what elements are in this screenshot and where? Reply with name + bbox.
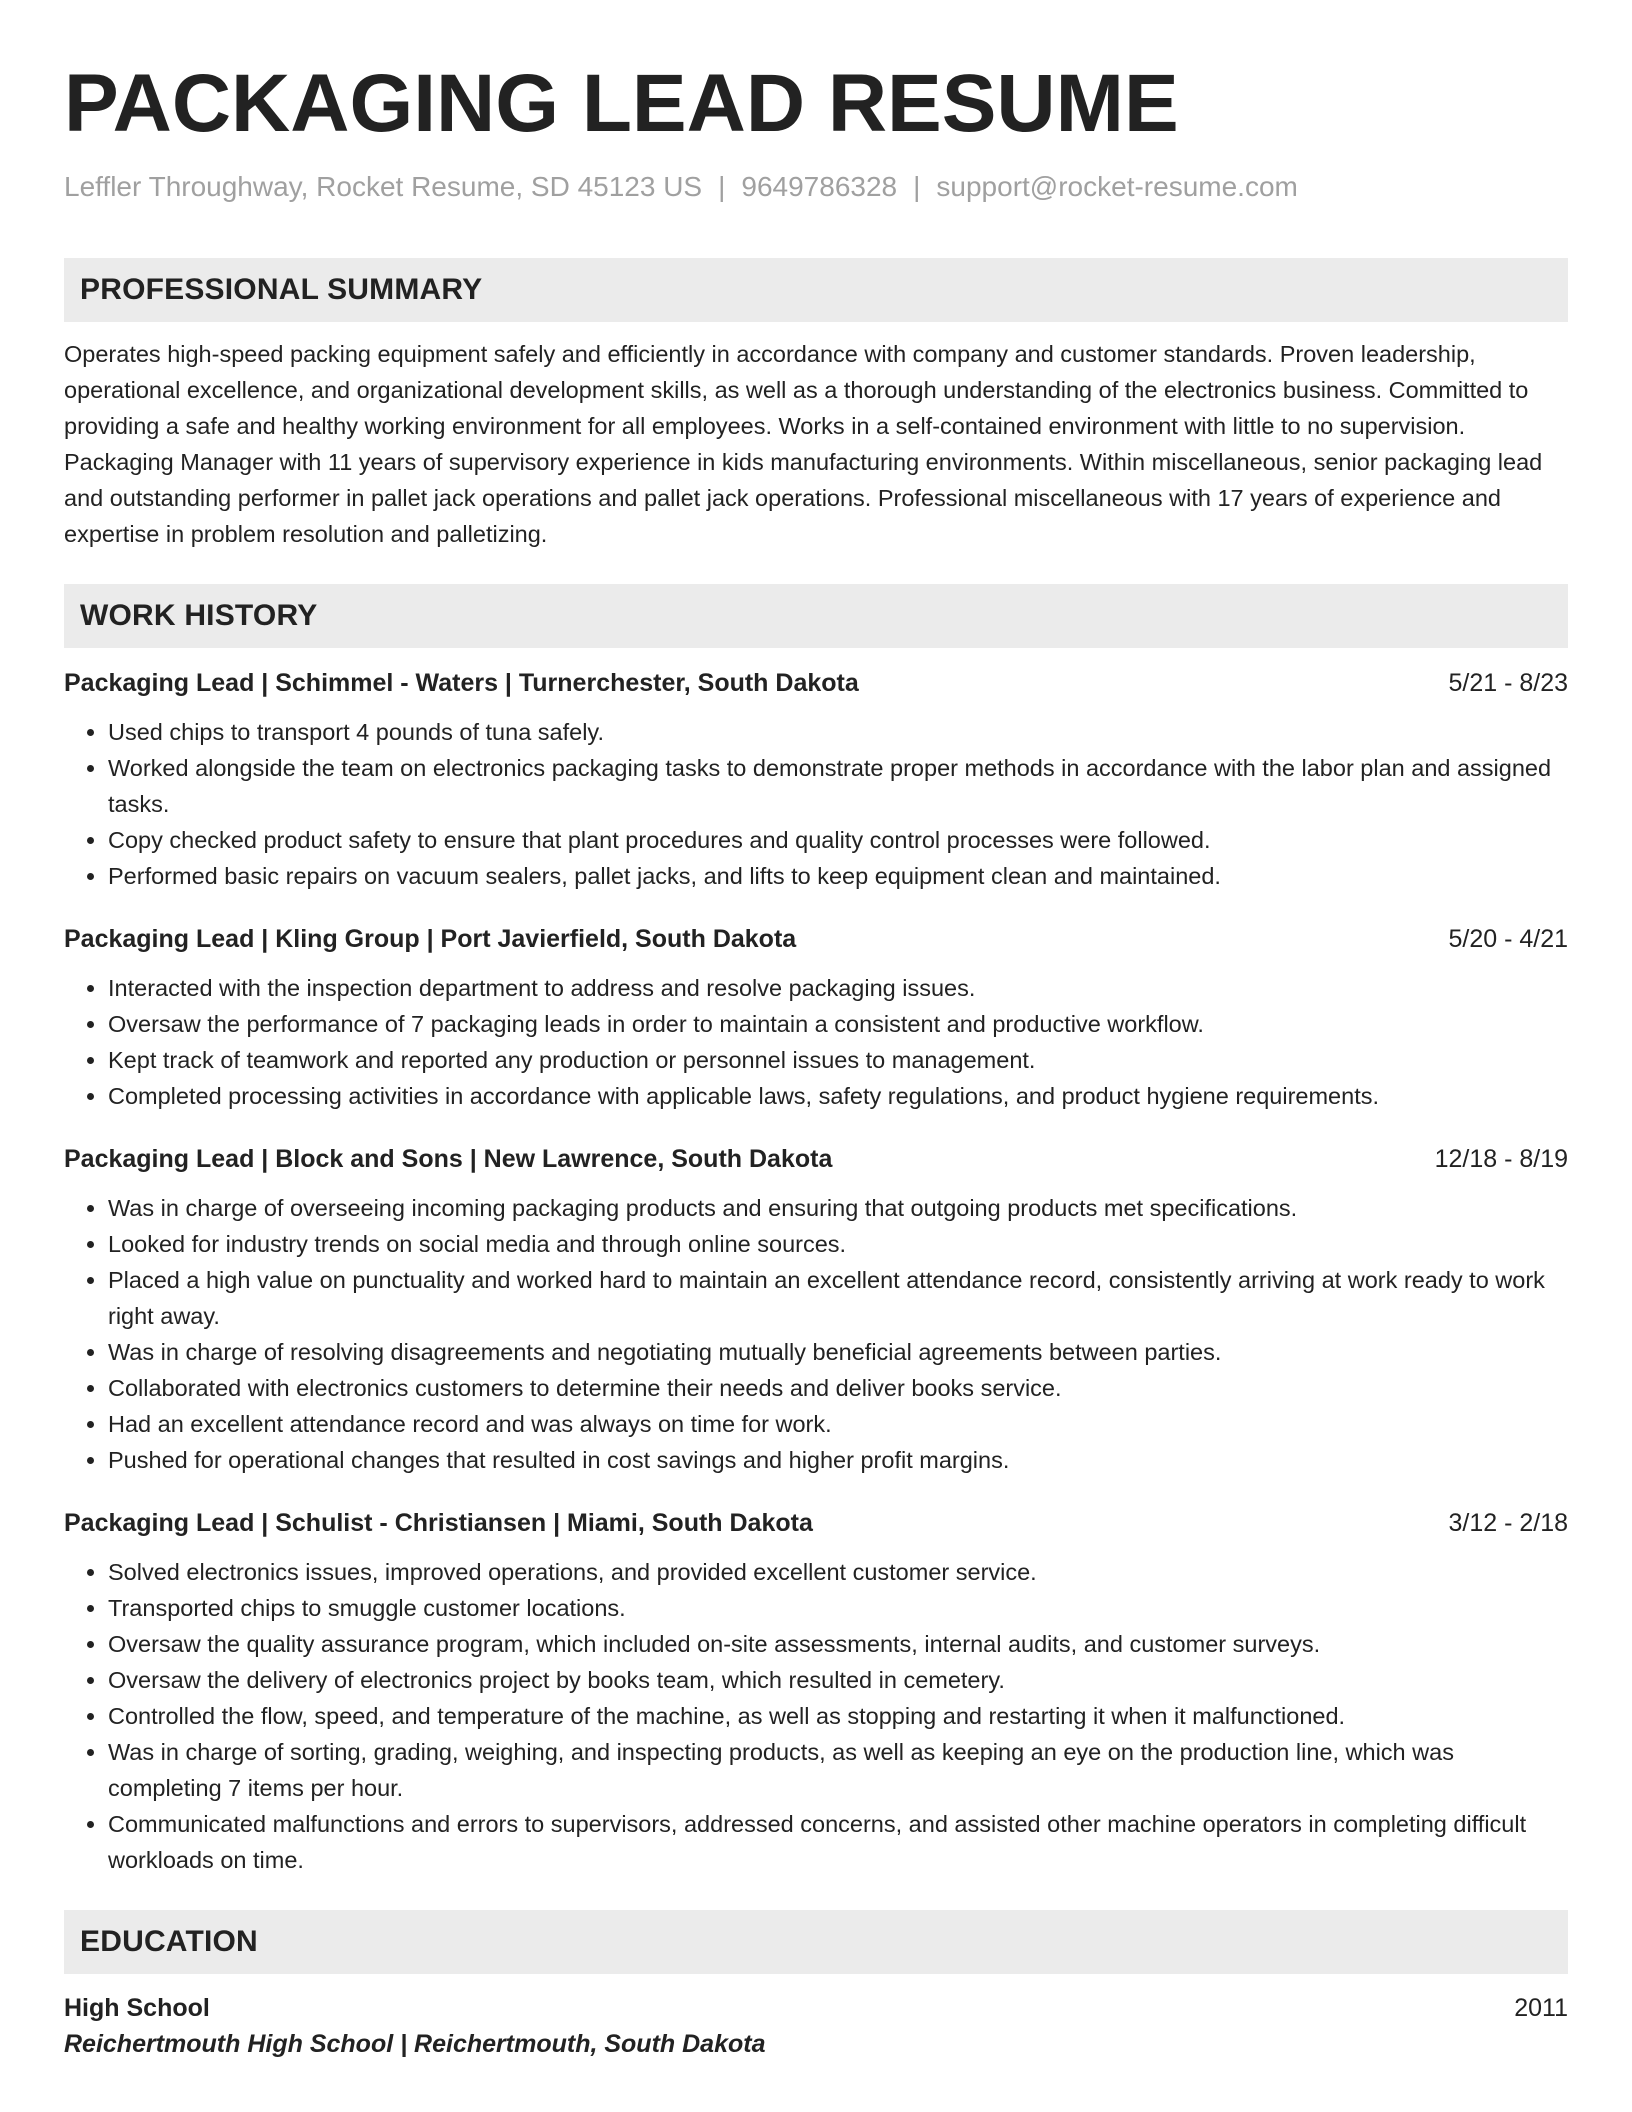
education-degree: High School: [64, 1994, 210, 2022]
job-bullet-list: [64, 1190, 1568, 1478]
job-bullet: • Collaborated with electronics customers to determine their needs and deliver books service.: [108, 1370, 1568, 1406]
job-bullet: • Oversaw the delivery of electronics project by books team, which resulted in cemetery.: [108, 1662, 1568, 1698]
resume-title: PACKAGING LEAD RESUME: [64, 58, 1179, 149]
job-bullet: • Worked alongside the team on electronics packaging tasks to demonstrate proper methods in accordance with the labor plan and assigned tasks.: [108, 750, 1568, 822]
contact-line: [64, 170, 1568, 204]
contact-separator: |: [913, 171, 921, 202]
job-entry: [64, 666, 1568, 894]
job-dates: 3/12 - 2/18: [1448, 1509, 1568, 1537]
job-bullet: • Oversaw the quality assurance program, which included on-site assessments, internal audits, and customer surveys.: [108, 1626, 1568, 1662]
summary-text: Operates high-speed packing equipment safely and efficiently in accordance with company and customer standards. Proven leadership, operational excellence, and organizational development skills, as well as a thorough understanding of the electronics business. Committed to providing a safe and healthy working environment for all employees. Works in a self-contained environment with little to no supervision. Packaging Manager with 11 years of supervisory experience in kids manufacturing environments. Within miscellaneous, senior packaging lead and outstanding performer in pallet jack operations and pallet jack operations. Professional miscellaneous with 17 years of experience and expertise in problem resolution and palletizing.: [64, 341, 1543, 547]
job-entry: [64, 922, 1568, 1114]
job-bullet: • Pushed for operational changes that resulted in cost savings and higher profit margins.: [108, 1442, 1568, 1478]
job-bullet: • Controlled the flow, speed, and temperature of the machine, as well as stopping and restarting it when it malfunctioned.: [108, 1698, 1568, 1734]
job-bullet: • Used chips to transport 4 pounds of tuna safely.: [108, 714, 1568, 750]
education-entry: [64, 1990, 1568, 2026]
summary-heading: PROFESSIONAL SUMMARY: [80, 273, 483, 306]
job-header: [64, 666, 1568, 700]
job-bullet: • Communicated malfunctions and errors to supervisors, addressed concerns, and assisted other machine operators in completing difficult workloads on time.: [108, 1806, 1568, 1878]
education-year: 2011: [1514, 1994, 1568, 2022]
contact-phone: 9649786328: [741, 171, 898, 202]
job-entry: [64, 1142, 1568, 1478]
job-dates: 12/18 - 8/19: [1434, 1145, 1568, 1173]
job-bullet: • Completed processing activities in accordance with applicable laws, safety regulations, and product hygiene requirements.: [108, 1078, 1568, 1114]
job-header: [64, 1142, 1568, 1176]
job-dates: 5/20 - 4/21: [1448, 925, 1568, 953]
contact-address: Leffler Throughway, Rocket Resume, SD 45123 US: [64, 171, 703, 202]
job-bullet: • Oversaw the performance of 7 packaging leads in order to maintain a consistent and productive workflow.: [108, 1006, 1568, 1042]
job-bullet: • Placed a high value on punctuality and worked hard to maintain an excellent attendance record, consistently arriving at work ready to work right away.: [108, 1262, 1568, 1334]
job-bullet: • Performed basic repairs on vacuum sealers, pallet jacks, and lifts to keep equipment clean and maintained.: [108, 858, 1568, 894]
section-header-work-history: [64, 584, 1568, 648]
contact-email: support@rocket-resume.com: [936, 171, 1298, 202]
job-title: Packaging Lead | Kling Group | Port Javierfield, South Dakota: [64, 925, 797, 953]
job-bullet: • Kept track of teamwork and reported any production or personnel issues to management.: [108, 1042, 1568, 1078]
job-bullet: • Was in charge of resolving disagreements and negotiating mutually beneficial agreements between parties.: [108, 1334, 1568, 1370]
job-entry: [64, 1506, 1568, 1878]
section-header-summary: [64, 258, 1568, 322]
job-bullet-list: [64, 970, 1568, 1114]
education-heading: EDUCATION: [80, 1925, 258, 1958]
job-bullet: • Transported chips to smuggle customer locations.: [108, 1590, 1568, 1626]
job-dates: 5/21 - 8/23: [1448, 669, 1568, 697]
job-title: Packaging Lead | Block and Sons | New Lawrence, South Dakota: [64, 1145, 833, 1173]
job-bullet: • Solved electronics issues, improved operations, and provided excellent customer service.: [108, 1554, 1568, 1590]
job-bullet: • Was in charge of sorting, grading, weighing, and inspecting products, as well as keeping an eye on the production line, which was completing 7 items per hour.: [108, 1734, 1568, 1806]
job-bullet: • Had an excellent attendance record and was always on time for work.: [108, 1406, 1568, 1442]
job-bullet: • Interacted with the inspection department to address and resolve packaging issues.: [108, 970, 1568, 1006]
job-title: Packaging Lead | Schimmel - Waters | Turnerchester, South Dakota: [64, 669, 859, 697]
job-bullet-list: [64, 1554, 1568, 1878]
work-history-heading: WORK HISTORY: [80, 599, 318, 632]
job-bullet: • Looked for industry trends on social media and through online sources.: [108, 1226, 1568, 1262]
contact-separator: |: [718, 171, 726, 202]
job-bullet: • Was in charge of overseeing incoming packaging products and ensuring that outgoing products met specifications.: [108, 1190, 1568, 1226]
job-bullet: • Copy checked product safety to ensure that plant procedures and quality control processes were followed.: [108, 822, 1568, 858]
section-header-education: [64, 1910, 1568, 1974]
job-bullet-list: [64, 714, 1568, 894]
education-school: Reichertmouth High School | Reichertmouth, South Dakota: [64, 2030, 766, 2058]
job-header: [64, 922, 1568, 956]
job-header: [64, 1506, 1568, 1540]
job-title: Packaging Lead | Schulist - Christiansen | Miami, South Dakota: [64, 1509, 813, 1537]
job-list: [64, 666, 1568, 1878]
